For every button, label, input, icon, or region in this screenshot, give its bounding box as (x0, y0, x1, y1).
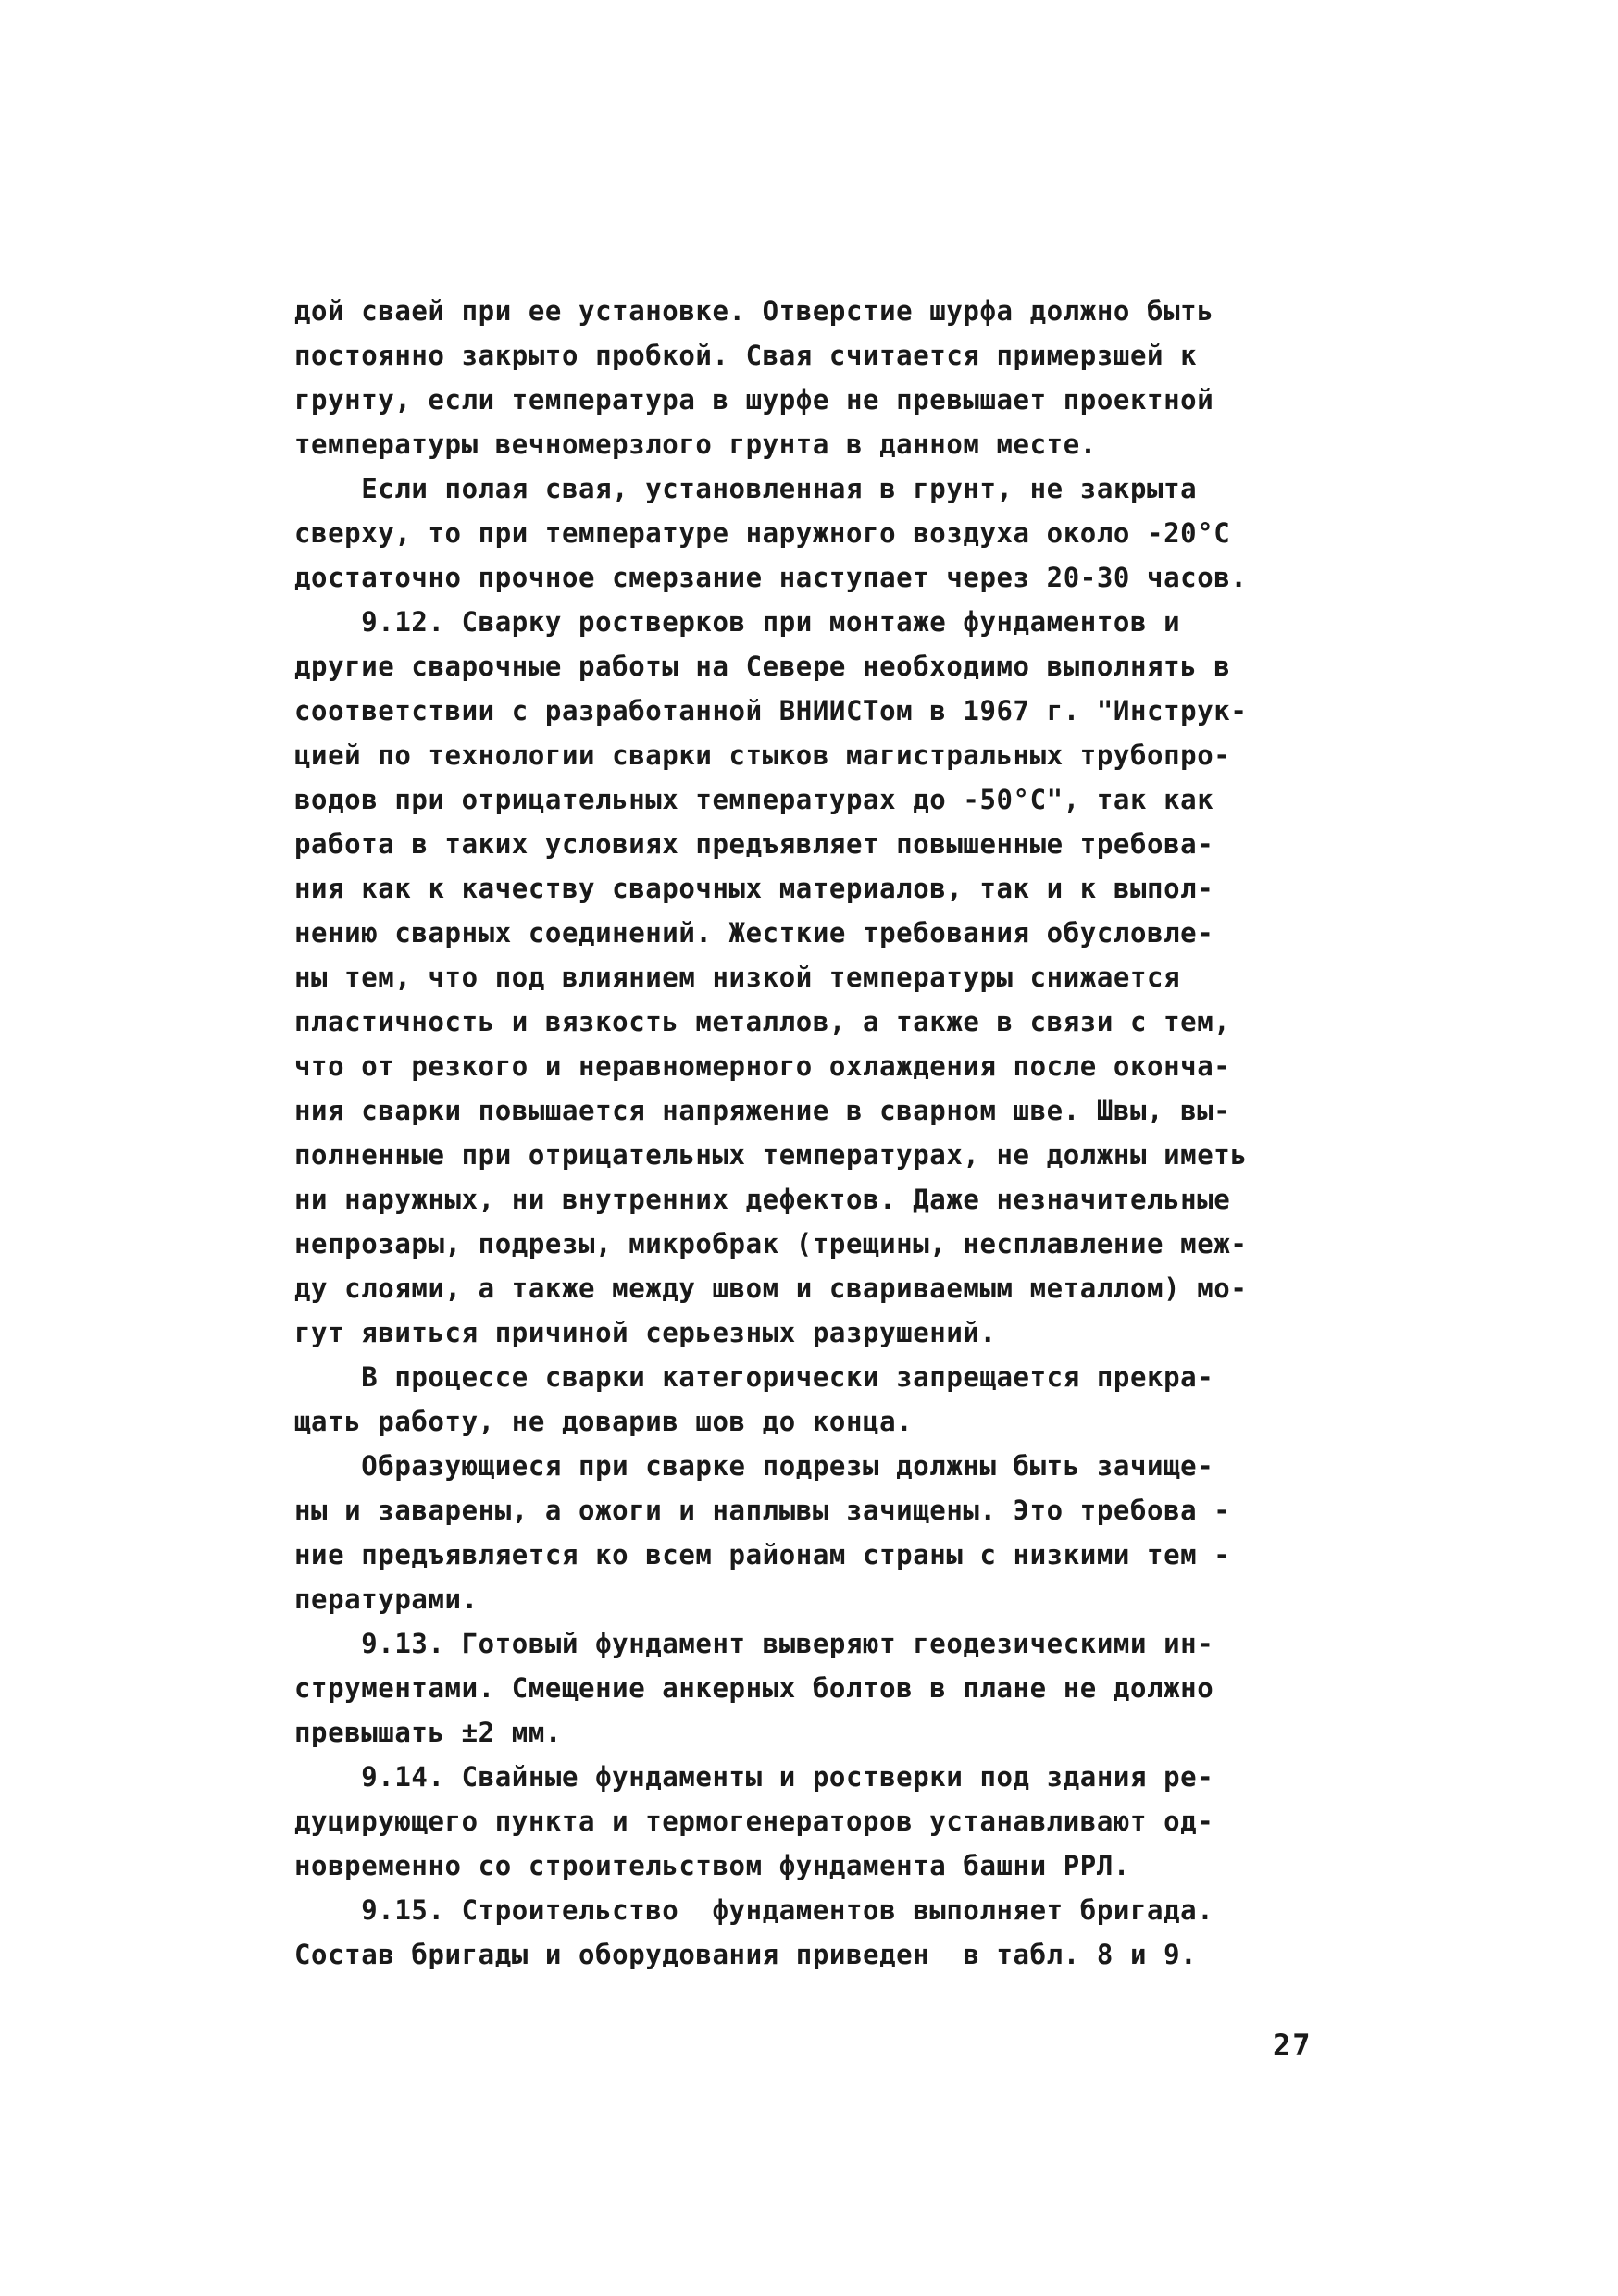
text-line: цией по технологии сварки стыков магистральных трубопро- (294, 739, 1231, 771)
text-line: соответствии с разработанной ВНИИСТом в 1967 г. "Инструк- (294, 695, 1248, 726)
text-line: 9.15. Строительство фундаментов выполняет бригада. (294, 1894, 1214, 1926)
text-line: гут явиться причиной серьезных разрушений. (294, 1317, 997, 1348)
text-line: ни наружных, ни внутренних дефектов. Даже незначительные (294, 1184, 1231, 1215)
text-line: превышать ±2 мм. (294, 1717, 562, 1748)
text-line: новременно со строительством фундамента башни РРЛ. (294, 1850, 1130, 1881)
text-line: что от резкого и неравномерного охлаждения после оконча- (294, 1050, 1231, 1082)
text-line: другие сварочные работы на Севере необходимо выполнять в (294, 651, 1231, 682)
text-line: В процессе сварки категорически запрещается прекра- (294, 1361, 1214, 1393)
text-line: работа в таких условиях предъявляет повышенные требова- (294, 828, 1214, 860)
text-line: 9.12. Сварку ростверков при монтаже фундаментов и (294, 606, 1181, 638)
text-line: сверху, то при температуре наружного воздуха около -20°С (294, 517, 1231, 549)
text-line: постоянно закрыто пробкой. Свая считается примерзшей к (294, 340, 1198, 371)
text-line: пературами. (294, 1583, 479, 1615)
text-line: 9.13. Готовый фундамент выверяют геодезическими ин- (294, 1628, 1214, 1659)
text-line: щать работу, не доварив шов до конца. (294, 1406, 914, 1437)
text-line: водов при отрицательных температурах до -50°С", так как (294, 784, 1214, 815)
page-number: 27 (1273, 2028, 1313, 2063)
text-line: пластичность и вязкость металлов, а также в связи с тем, (294, 1006, 1231, 1037)
text-line: непрозары, подрезы, микробрак (трещины, несплавление меж- (294, 1228, 1248, 1260)
text-line: 9.14. Свайные фундаменты и ростверки под здания ре- (294, 1761, 1214, 1793)
text-line: ние предъявляется ко всем районам страны с низкими тем - (294, 1539, 1231, 1570)
text-line: ния сварки повышается напряжение в сварном шве. Швы, вы- (294, 1095, 1231, 1126)
text-line: Если полая свая, установленная в грунт, не закрыта (294, 473, 1198, 504)
body-text (294, 289, 1340, 1977)
text-line: грунту, если температура в шурфе не превышает проектной (294, 384, 1214, 416)
text-line: дуцирующего пункта и термогенераторов устанавливают од- (294, 1806, 1214, 1837)
text-line: ду слоями, а также между швом и свариваемым металлом) мо- (294, 1272, 1248, 1304)
text-line: дой сваей при ее установке. Отверстие шурфа должно быть (294, 295, 1214, 327)
text-line: Состав бригады и оборудования приведен в табл. 8 и 9. (294, 1939, 1198, 1970)
text-line: нению сварных соединений. Жесткие требования обусловле- (294, 917, 1214, 949)
text-line: температуры вечномерзлого грунта в данном месте. (294, 428, 1097, 460)
text-line: ны и заварены, а ожоги и наплывы зачищены. Это требова - (294, 1495, 1231, 1526)
text-line: Образующиеся при сварке подрезы должны быть зачище- (294, 1450, 1214, 1482)
text-line: ния как к качеству сварочных материалов, так и к выпол- (294, 873, 1214, 904)
text-line: ны тем, что под влиянием низкой температуры снижается (294, 962, 1181, 993)
text-line: достаточно прочное смерзание наступает через 20-30 часов. (294, 562, 1248, 593)
text-line: полненные при отрицательных температурах, не должны иметь (294, 1139, 1248, 1171)
text-line: струментами. Смещение анкерных болтов в плане не должно (294, 1672, 1214, 1704)
